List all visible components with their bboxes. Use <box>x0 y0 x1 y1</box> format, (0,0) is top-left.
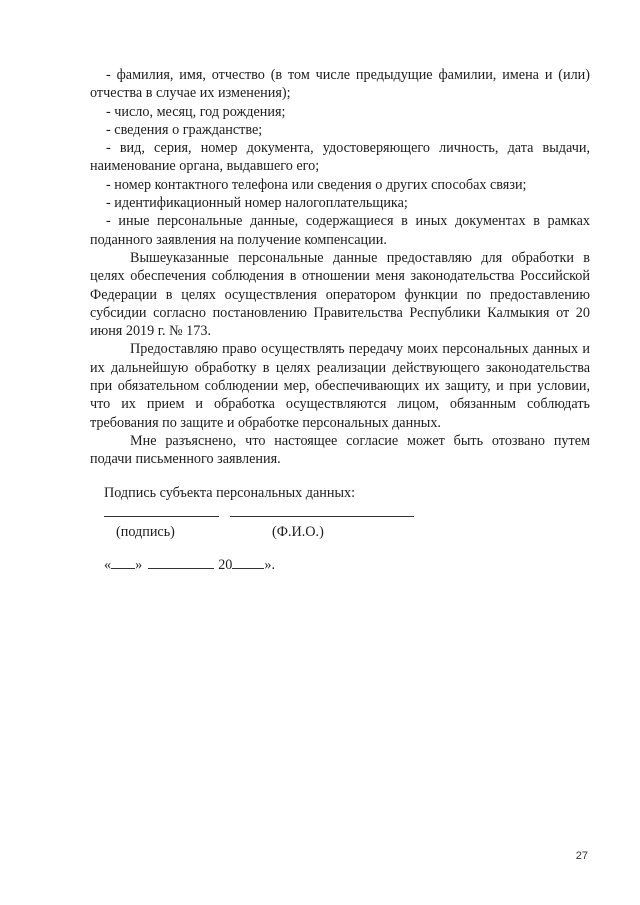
date-open-quote: « <box>104 557 112 573</box>
year-prefix: 20 <box>218 557 233 573</box>
date-close-quote: » <box>135 557 143 573</box>
list-item: - фамилия, имя, отчество (в том числе предыдущие фамилии, имена и (или) отчества в случае их изменения); <box>90 67 590 102</box>
paragraph-transfer-rights: Предоставляю право осуществлять передачу моих персональных данных и их дальнейшую обработку в целях реализации действующего законодательства при обязательном соблюдении мер, обеспечивающих их защиту, и при условии, что их прием и обработка осуществляются лицом, обязанным соблюдать требования по защите и обработке персональных данных. <box>90 341 590 431</box>
signature-title: Подпись субъекта персональных данных: <box>104 485 356 501</box>
list-item: - сведения о гражданстве; <box>106 121 263 138</box>
signature-label: (подпись) <box>116 524 175 540</box>
name-label: (Ф.И.О.) <box>272 524 324 540</box>
list-item: - число, месяц, год рождения; <box>106 103 286 120</box>
month-blank <box>148 556 214 569</box>
year-blank <box>232 556 264 569</box>
date-line <box>104 556 275 574</box>
day-blank <box>111 556 135 569</box>
signature-lines <box>104 502 504 524</box>
signature-line <box>104 516 219 517</box>
name-line <box>230 516 414 517</box>
signature-labels <box>104 523 504 541</box>
signature-block <box>104 484 504 541</box>
page-number: 27 <box>575 850 588 862</box>
list-item: - вид, серия, номер документа, удостоверяющего личность, дата выдачи, наименование органа, выдавшего его; <box>90 140 590 175</box>
paragraph-purpose: Вышеуказанные персональные данные предоставляю для обработки в целях обеспечения соблюдения в отношении меня законодательства Российской Федерации в целях осуществления оператором функции по предоставлению субсидии согласно постановлению Правительства Республики Калмыкия от 20 июня 2019 г. № 173. <box>90 249 590 340</box>
document-body <box>90 66 590 469</box>
list-item: - иные персональные данные, содержащиеся в иных документах в рамках поданного заявления на получение компенсации. <box>90 213 590 248</box>
date-end: ». <box>264 557 276 573</box>
list-item: - идентификационный номер налогоплательщика; <box>106 195 408 212</box>
list-item: - номер контактного телефона или сведения о других способах связи; <box>106 176 527 193</box>
paragraph-revocation: Мне разъяснено, что настоящее согласие может быть отозвано путем подачи письменного заявления. <box>90 432 590 468</box>
